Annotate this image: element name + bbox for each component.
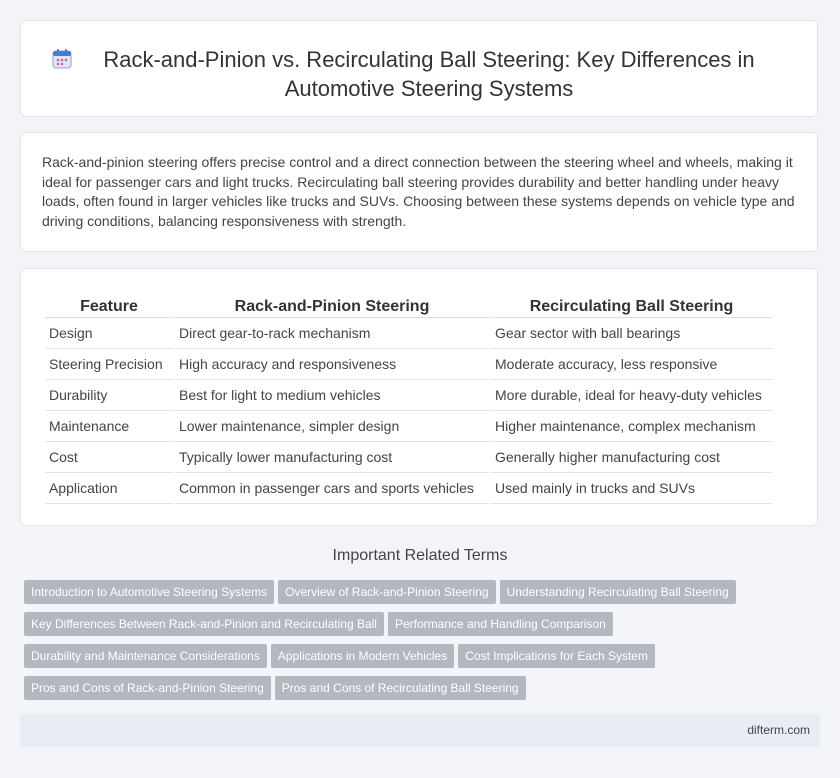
recirculating-ball-cell: Generally higher manufacturing cost [491, 442, 772, 473]
recirculating-ball-cell: Gear sector with ball bearings [491, 318, 772, 349]
feature-cell: Cost [45, 442, 173, 473]
feature-cell: Application [45, 473, 173, 504]
rack-and-pinion-cell: Common in passenger cars and sports vehicles [175, 473, 489, 504]
column-header-feature: Feature [45, 297, 173, 318]
related-term-tag[interactable]: Performance and Handling Comparison [388, 612, 613, 636]
recirculating-ball-cell: More durable, ideal for heavy-duty vehicles [491, 380, 772, 411]
page-title: Rack-and-Pinion vs. Recirculating Ball Steering: Key Differences in Automotive Steering Systems [103, 47, 755, 101]
table-row [45, 411, 772, 442]
related-terms-list [24, 580, 804, 708]
feature-cell: Maintenance [45, 411, 173, 442]
header-card [20, 20, 818, 117]
rack-and-pinion-cell: Lower maintenance, simpler design [175, 411, 489, 442]
rack-and-pinion-cell: Direct gear-to-rack mechanism [175, 318, 489, 349]
column-header-rack-and-pinion: Rack-and-Pinion Steering [175, 297, 489, 318]
related-term-tag[interactable]: Pros and Cons of Recirculating Ball Steering [275, 676, 526, 700]
related-term-tag[interactable]: Durability and Maintenance Considerations [24, 644, 267, 668]
related-term-tag[interactable]: Applications in Modern Vehicles [271, 644, 454, 668]
feature-cell: Steering Precision [45, 349, 173, 380]
table-header-row [45, 297, 772, 318]
table-row [45, 349, 772, 380]
related-term-tag[interactable]: Cost Implications for Each System [458, 644, 655, 668]
feature-cell: Design [45, 318, 173, 349]
rack-and-pinion-cell: Typically lower manufacturing cost [175, 442, 489, 473]
table-row [45, 318, 772, 349]
intro-paragraph: Rack-and-pinion steering offers precise control and a direct connection between the steering wheel and wheels, making it ideal for passenger cars and light trucks. Recirculating ball steering provides durability and better handling under heavy loads, often found in larger vehicles like trucks and SUVs. Choosing between these systems depends on vehicle type and driving conditions, balancing responsiveness with strength. [42, 154, 795, 229]
related-terms-heading: Important Related Terms [332, 547, 508, 564]
table-row [45, 380, 772, 411]
rack-and-pinion-cell: Best for light to medium vehicles [175, 380, 489, 411]
related-term-tag[interactable]: Key Differences Between Rack-and-Pinion and Recirculating Ball [24, 612, 384, 636]
footer-site-link[interactable]: difterm.com [747, 723, 810, 737]
column-header-recirculating-ball: Recirculating Ball Steering [491, 297, 772, 318]
comparison-table [43, 297, 774, 504]
footer-bar [20, 714, 820, 747]
related-term-tag[interactable]: Introduction to Automotive Steering Systems [24, 580, 274, 604]
recirculating-ball-cell: Used mainly in trucks and SUVs [491, 473, 772, 504]
table-row [45, 473, 772, 504]
table-row [45, 442, 772, 473]
recirculating-ball-cell: Moderate accuracy, less responsive [491, 349, 772, 380]
related-term-tag[interactable]: Understanding Recirculating Ball Steering [500, 580, 736, 604]
intro-card [20, 132, 818, 252]
recirculating-ball-cell: Higher maintenance, complex mechanism [491, 411, 772, 442]
feature-cell: Durability [45, 380, 173, 411]
rack-and-pinion-cell: High accuracy and responsiveness [175, 349, 489, 380]
related-term-tag[interactable]: Pros and Cons of Rack-and-Pinion Steering [24, 676, 271, 700]
comparison-card [20, 268, 818, 526]
related-term-tag[interactable]: Overview of Rack-and-Pinion Steering [278, 580, 495, 604]
